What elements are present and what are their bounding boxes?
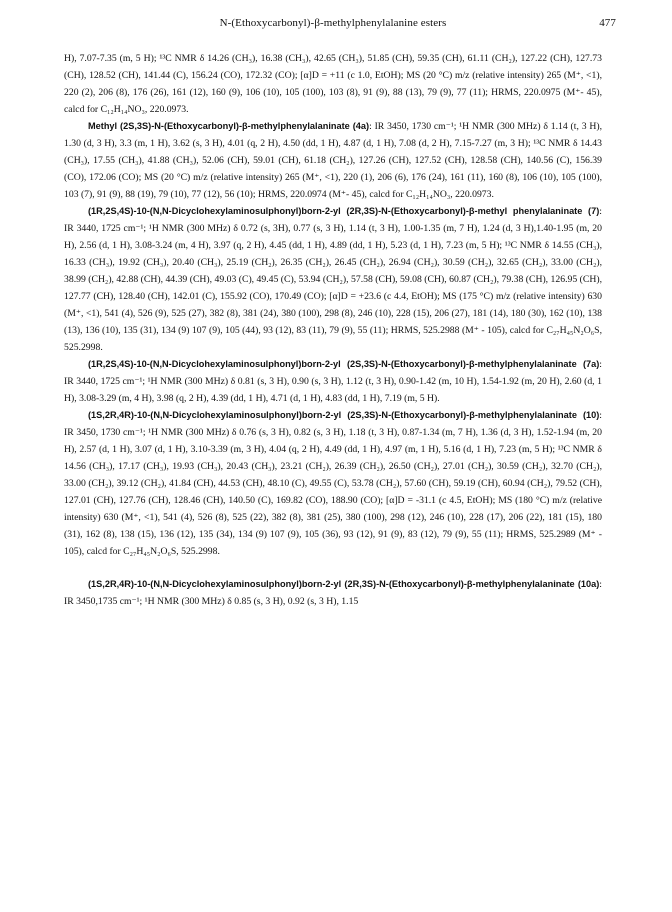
paragraph-compound-7a xyxy=(64,356,602,407)
compound-heading: (1S,2R,4R)-10-(N,N-Dicyclohexylaminosulphonyl)born-2-yl (2R,3S)-N-(Ethoxycarbonyl)-β-methylphenylalaninate (10a) xyxy=(88,579,600,589)
paragraph-text: : IR 3450,1735 cm⁻¹; ¹H NMR (300 MHz) δ 0.85 (s, 3 H), 0.92 (s, 3 H), 1.15 xyxy=(64,579,602,607)
paragraph-text: H), 7.07-7.35 (m, 5 H); ¹³C NMR δ 14.26 (CH₃), 16.38 (CH₃), 42.65 (CH₃), 51.85 (CH), 59.35 (CH), 61.11 (CH₂), 127.22 (CH), 127.73 (CH), 128.52 (CH), 141.44 (C), 156.24 (CO), 172.32 (CO); [α]D = +11 (c 1.0, EtOH); MS (20 °C) m/z (relative intensity) 265 (M⁺, <1), 220 (2), 206 (8), 176 (26), 161 (12), 160 (9), 106 (10), 105 (100), 103 (8), 91 (9), 88 (13), 79 (9), 77 (11); HRMS, 220.0975 (M⁺- 45), calcd for C₁₂H₁₄NO₃, 220.0973. xyxy=(64,53,602,115)
running-head xyxy=(64,14,616,32)
compound-heading: (1R,2S,4S)-10-(N,N-Dicyclohexylaminosulphonyl)born-2-yl (2R,3S)-N-(Ethoxycarbonyl)-β-methyl phenylalaninate (7) xyxy=(88,206,600,216)
compound-heading: (1R,2S,4S)-10-(N,N-Dicyclohexylaminosulphonyl)born-2-yl (2S,3S)-N-(Ethoxycarbonyl)-β-methylphenylalaninate (7a) xyxy=(88,359,600,369)
compound-heading: (1S,2R,4R)-10-(N,N-Dicyclohexylaminosulphonyl)born-2-yl (2S,3S)-N-(Ethoxycarbonyl)-β-methylphenylalaninate (10) xyxy=(88,410,600,420)
paragraph-continued-data xyxy=(64,50,602,118)
paragraph-compound-4a xyxy=(64,118,602,203)
running-head-title: N-(Ethoxycarbonyl)-β-methylphenylalanine esters xyxy=(219,17,447,29)
article-body xyxy=(64,50,602,610)
paragraph-compound-7 xyxy=(64,203,602,356)
paragraph-text: : IR 3450, 1730 cm⁻¹; ¹H NMR (300 MHz) δ 1.14 (t, 3 H), 1.30 (d, 3 H), 3.3 (m, 1 H), 3.62 (s, 3 H), 4.01 (q, 2 H), 4.50 (dd, 1 H), 4.87 (d, 1 H), 7.08 (d, 2 H), 7.15-7.27 (m, 3 H); ¹³C NMR δ 14.43 (CH₃), 17.55 (CH₃), 41.88 (CH₃), 52.06 (CH), 59.01 (CH), 61.18 (CH₂), 127.26 (CH), 127.52 (CH), 128.58 (CH), 140.56 (C), 156.39 (CO), 172.06 (CO); MS (20 °C) m/z (relative intensity) 265 (M⁺, <1), 220 (1), 206 (6), 176 (24), 161 (11), 160 (8), 106 (10), 105 (100), 103 (7), 91 (9), 88 (19), 79 (10), 77 (12), 56 (10); HRMS, 220.0974 (M⁺- 45), calcd for C₁₂H₁₄NO₃, 220.0973. xyxy=(64,121,602,200)
paragraph-compound-10a xyxy=(64,576,602,610)
compound-heading: Methyl (2S,3S)-N-(Ethoxycarbonyl)-β-methylphenylalaninate (4a) xyxy=(88,121,370,131)
paragraph-text: : IR 3440, 1725 cm⁻¹; ¹H NMR (300 MHz) δ 0.81 (s, 3 H), 0.90 (s, 3 H), 1.12 (t, 3 H), 0.90-1.42 (m, 10 H), 1.54-1.92 (m, 20 H), 2.60 (d, 1 H), 3.08-3.29 (m, 4 H), 3.98 (q, 2 H), 4.39 (dd, 1 H), 4.71 (d, 1 H), 4.83 (dd, 1 H), 7.19 (m, 5 H). xyxy=(64,359,602,404)
paragraph-compound-10 xyxy=(64,407,602,560)
paragraph-text: : IR 3450, 1730 cm⁻¹; ¹H NMR (300 MHz) δ 0.76 (s, 3 H), 0.82 (s, 3 H), 1.18 (t, 3 H), 0.87-1.34 (m, 7 H), 1.36 (d, 3 H), 1.52-1.94 (m, 20 H), 2.57 (d, 1 H), 3.07 (d, 1 H), 3.10-3.39 (m, 3 H), 4.04 (q, 2 H), 4.49 (dd, 1 H), 4.97 (m, 1 H), 5.16 (d, 1 H), 7.23 (m, 5 H); ¹³C NMR δ 14.56 (CH₃), 17.17 (CH₃), 19.93 (CH₃), 20.43 (CH₃), 23.21 (CH₂), 26.39 (CH₂), 26.50 (CH₂), 27.01 (CH₂), 30.59 (CH₂), 32.70 (CH₂), 33.00 (CH₂), 39.12 (CH₂), 41.84 (CH), 44.53 (CH), 48.10 (C), 49.55 (C), 53.78 (CH₂), 57.60 (CH), 59.19 (CH), 60.94 (CH₂), 79.52 (CH), 127.01 (CH), 127.76 (CH), 128.46 (CH), 140.50 (C), 169.82 (CO), 188.90 (CO); [α]D = -31.1 (c 4.5, EtOH); MS (180 °C) m/z (relative intensity) 630 (M⁺, <1), 541 (4), 526 (8), 525 (22), 382 (8), 381 (25), 380 (100), 298 (12), 246 (10), 228 (17), 206 (22), 181 (15), 180 (31), 162 (8), 138 (15), 136 (12), 135 (34), 134 (9) 107 (9), 105 (36), 93 (12), 91 (9), 83 (12), 79 (9), 55 (11); HRMS, 525.2989 (M⁺ - 105), calcd for C₂₇H₄₅N₂O₆S, 525.2998. xyxy=(64,410,602,557)
page-number: 477 xyxy=(599,17,616,29)
paragraph-text: : IR 3440, 1725 cm⁻¹; ¹H NMR (300 MHz) δ 0.72 (s, 3H), 0.77 (s, 3 H), 1.14 (t, 3 H), 1.00-1.35 (m, 7 H), 1.24 (d, 3 H),1.40-1.95 (m, 20 H), 2.56 (d, 1 H), 3.08-3.24 (m, 4 H), 3.97 (q, 2 H), 4.45 (dd, 1 H), 4.89 (dd, 1 H), 5.23 (d, 1 H), 7.23 (m, 5 H); ¹³C NMR δ 14.55 (CH₃), 16.33 (CH₃), 19.92 (CH₃), 20.40 (CH₃), 25.19 (CH₂), 26.35 (CH₂), 26.45 (CH₂), 26.94 (CH₂), 30.59 (CH₂), 32.65 (CH₂), 33.00 (CH₂), 38.99 (CH₂), 42.88 (CH), 44.39 (CH), 49.03 (C), 49.45 (C), 53.94 (CH₂), 57.58 (CH), 59.08 (CH), 60.87 (CH₂), 79.38 (CH), 126.95 (CH), 127.77 (CH), 128.40 (CH), 142.01 (C), 155.92 (CO), 170.49 (CO); [α]D = +23.6 (c 4.4, EtOH); MS (175 °C) m/z (relative intensity) 630 (M⁺, <1), 541 (4), 526 (9), 525 (27), 382 (8), 381 (24), 380 (100), 298 (8), 246 (10), 228 (15), 206 (27), 181 (14), 180 (30), 162 (10), 138 (13), 136 (10), 135 (31), 134 (9) 107 (9), 105 (44), 93 (12), 83 (11), 79 (9), 55 (11); HRMS, 525.2988 (M⁺ - 105), calcd for C₂₇H₄₅N₂O₆S, 525.2998. xyxy=(64,206,602,353)
